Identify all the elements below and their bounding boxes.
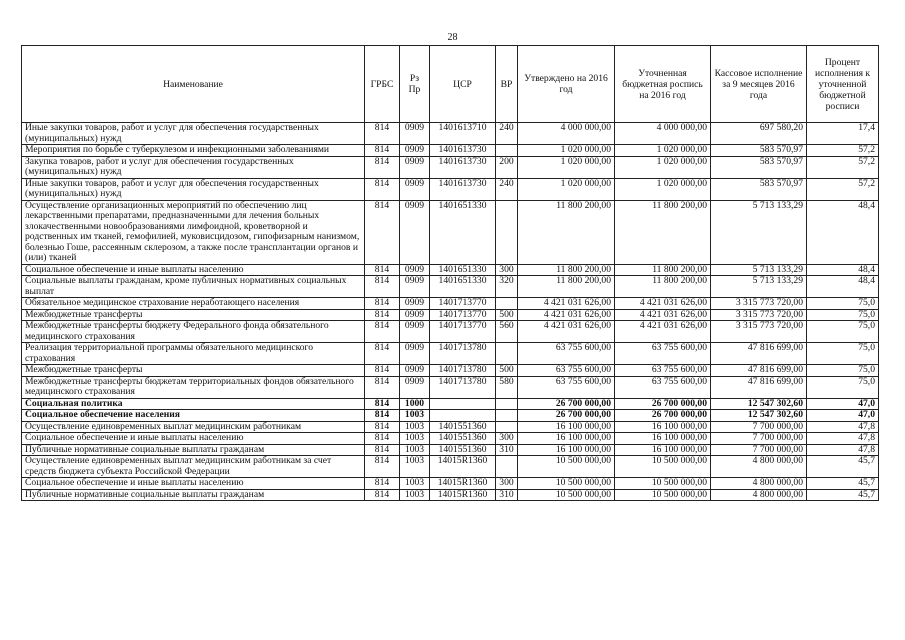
cell-vr: 300: [496, 478, 518, 490]
table-row: [22, 200, 879, 264]
cell-refined: 1 020 000,00: [615, 156, 711, 178]
cell-vr: 300: [496, 433, 518, 445]
cell-refined: 4 000 000,00: [615, 123, 711, 145]
header-percent: Процент исполнения к уточненной бюджетной росписи: [807, 46, 879, 123]
cell-csr: [430, 410, 496, 422]
cell-grbs: 814: [365, 321, 400, 343]
cell-name: Межбюджетные трансферты бюджету Федерального фонда обязательного медицинского страхования: [22, 321, 365, 343]
cell-name: Иные закупки товаров, работ и услуг для обеспечения государственных (муниципальных) нужд: [22, 123, 365, 145]
cell-cash: 47 816 699,00: [711, 343, 807, 365]
table-row: [22, 410, 879, 422]
table-row: [22, 456, 879, 478]
header-vr: ВР: [496, 46, 518, 123]
cell-approved: 16 100 000,00: [518, 444, 615, 456]
cell-percent: 57,2: [807, 178, 879, 200]
table-row: [22, 321, 879, 343]
cell-percent: 47,8: [807, 444, 879, 456]
cell-approved: 1 020 000,00: [518, 178, 615, 200]
cell-approved: 4 000 000,00: [518, 123, 615, 145]
cell-grbs: 814: [365, 376, 400, 398]
cell-name: Межбюджетные трансферты: [22, 365, 365, 377]
cell-name: Мероприятия по борьбе с туберкулезом и инфекционными заболеваниями: [22, 145, 365, 157]
cell-percent: 48,4: [807, 200, 879, 264]
cell-refined: 26 700 000,00: [615, 398, 711, 410]
cell-cash: 5 713 133,29: [711, 276, 807, 298]
cell-grbs: 814: [365, 276, 400, 298]
cell-rzpr: 1003: [400, 433, 430, 445]
cell-name: Закупка товаров, работ и услуг для обеспечения государственных (муниципальных) нужд: [22, 156, 365, 178]
cell-refined: 11 800 200,00: [615, 200, 711, 264]
cell-percent: 57,2: [807, 145, 879, 157]
cell-rzpr: 0909: [400, 145, 430, 157]
cell-percent: 45,7: [807, 489, 879, 501]
cell-vr: 300: [496, 264, 518, 276]
cell-rzpr: 0909: [400, 298, 430, 310]
cell-cash: 4 800 000,00: [711, 489, 807, 501]
table-row: [22, 178, 879, 200]
cell-cash: 7 700 000,00: [711, 421, 807, 433]
cell-csr: 1401713780: [430, 343, 496, 365]
cell-refined: 63 755 600,00: [615, 343, 711, 365]
cell-csr: 1401651330: [430, 276, 496, 298]
cell-percent: 17,4: [807, 123, 879, 145]
cell-rzpr: 1003: [400, 421, 430, 433]
header-approved: Утверждено на 2016 год: [518, 46, 615, 123]
cell-percent: 45,7: [807, 456, 879, 478]
cell-rzpr: 0909: [400, 178, 430, 200]
cell-grbs: 814: [365, 123, 400, 145]
cell-refined: 63 755 600,00: [615, 376, 711, 398]
cell-refined: 1 020 000,00: [615, 145, 711, 157]
cell-csr: 1401613710: [430, 123, 496, 145]
cell-name: Социальные выплаты гражданам, кроме публичных нормативных социальных выплат: [22, 276, 365, 298]
cell-rzpr: 1003: [400, 456, 430, 478]
cell-refined: 10 500 000,00: [615, 489, 711, 501]
cell-approved: 63 755 600,00: [518, 376, 615, 398]
table-row: [22, 156, 879, 178]
cell-rzpr: 0909: [400, 123, 430, 145]
cell-csr: 1401651330: [430, 200, 496, 264]
table-row: [22, 398, 879, 410]
cell-approved: 1 020 000,00: [518, 156, 615, 178]
cell-refined: 11 800 200,00: [615, 264, 711, 276]
cell-cash: 3 315 773 720,00: [711, 298, 807, 310]
cell-grbs: 814: [365, 156, 400, 178]
cell-approved: 63 755 600,00: [518, 343, 615, 365]
cell-cash: 5 713 133,29: [711, 264, 807, 276]
cell-rzpr: 1000: [400, 398, 430, 410]
cell-vr: 500: [496, 365, 518, 377]
table-row: [22, 309, 879, 321]
cell-vr: [496, 456, 518, 478]
cell-rzpr: 0909: [400, 376, 430, 398]
cell-name: Социальное обеспечение и иные выплаты населению: [22, 478, 365, 490]
cell-cash: 4 800 000,00: [711, 456, 807, 478]
cell-csr: 1401713770: [430, 298, 496, 310]
cell-vr: [496, 145, 518, 157]
cell-refined: 63 755 600,00: [615, 365, 711, 377]
cell-cash: 7 700 000,00: [711, 444, 807, 456]
cell-csr: 1401613730: [430, 145, 496, 157]
cell-grbs: 814: [365, 200, 400, 264]
cell-grbs: 814: [365, 343, 400, 365]
table-row: [22, 276, 879, 298]
cell-refined: 11 800 200,00: [615, 276, 711, 298]
cell-name: Иные закупки товаров, работ и услуг для обеспечения государственных (муниципальных) нужд: [22, 178, 365, 200]
cell-percent: 48,4: [807, 276, 879, 298]
cell-rzpr: 1003: [400, 489, 430, 501]
cell-grbs: 814: [365, 365, 400, 377]
cell-approved: 11 800 200,00: [518, 276, 615, 298]
table-row: [22, 444, 879, 456]
cell-approved: 26 700 000,00: [518, 410, 615, 422]
table-row: [22, 433, 879, 445]
cell-percent: 47,0: [807, 410, 879, 422]
table-row: [22, 264, 879, 276]
cell-name: Публичные нормативные социальные выплаты гражданам: [22, 489, 365, 501]
cell-csr: 1401551360: [430, 433, 496, 445]
header-csr: ЦСР: [430, 46, 496, 123]
cell-cash: 3 315 773 720,00: [711, 309, 807, 321]
cell-refined: 4 421 031 626,00: [615, 298, 711, 310]
cell-name: Публичные нормативные социальные выплаты гражданам: [22, 444, 365, 456]
cell-vr: [496, 343, 518, 365]
cell-approved: 16 100 000,00: [518, 421, 615, 433]
cell-refined: 26 700 000,00: [615, 410, 711, 422]
cell-csr: 1401551360: [430, 444, 496, 456]
cell-rzpr: 0909: [400, 276, 430, 298]
cell-cash: 583 570,97: [711, 156, 807, 178]
cell-percent: 47,8: [807, 433, 879, 445]
cell-approved: 4 421 031 626,00: [518, 298, 615, 310]
table-row: [22, 421, 879, 433]
table-row: [22, 343, 879, 365]
page-number: 28: [447, 32, 458, 43]
cell-csr: 1401713770: [430, 309, 496, 321]
cell-percent: 75,0: [807, 298, 879, 310]
cell-percent: 75,0: [807, 365, 879, 377]
table-row: [22, 123, 879, 145]
cell-rzpr: 1003: [400, 444, 430, 456]
cell-percent: 45,7: [807, 478, 879, 490]
cell-csr: 1401713780: [430, 376, 496, 398]
cell-rzpr: 0909: [400, 309, 430, 321]
cell-csr: 1401713780: [430, 365, 496, 377]
cell-grbs: 814: [365, 433, 400, 445]
cell-vr: [496, 398, 518, 410]
cell-grbs: 814: [365, 410, 400, 422]
header-grbs: ГРБС: [365, 46, 400, 123]
cell-rzpr: 0909: [400, 365, 430, 377]
table-row: [22, 365, 879, 377]
cell-csr: [430, 398, 496, 410]
cell-csr: 1401551360: [430, 421, 496, 433]
cell-rzpr: 1003: [400, 410, 430, 422]
cell-rzpr: 1003: [400, 478, 430, 490]
cell-cash: 697 580,20: [711, 123, 807, 145]
cell-percent: 75,0: [807, 343, 879, 365]
cell-vr: 310: [496, 444, 518, 456]
cell-approved: 4 421 031 626,00: [518, 309, 615, 321]
cell-vr: 580: [496, 376, 518, 398]
header-cash: Кассовое исполнение за 9 месяцев 2016 года: [711, 46, 807, 123]
cell-cash: 583 570,97: [711, 178, 807, 200]
cell-grbs: 814: [365, 444, 400, 456]
table-row: [22, 376, 879, 398]
cell-csr: 14015R1360: [430, 456, 496, 478]
cell-cash: 12 547 302,60: [711, 398, 807, 410]
table-row: [22, 298, 879, 310]
cell-cash: 4 800 000,00: [711, 478, 807, 490]
header-rzpr: Рз Пр: [400, 46, 430, 123]
cell-refined: 1 020 000,00: [615, 178, 711, 200]
cell-name: Социальное обеспечение и иные выплаты населению: [22, 433, 365, 445]
cell-rzpr: 0909: [400, 200, 430, 264]
cell-name: Осуществление единовременных выплат медицинским работникам: [22, 421, 365, 433]
cell-name: Социальная политика: [22, 398, 365, 410]
cell-vr: 560: [496, 321, 518, 343]
cell-csr: 1401651330: [430, 264, 496, 276]
cell-rzpr: 0909: [400, 264, 430, 276]
cell-approved: 1 020 000,00: [518, 145, 615, 157]
cell-name: Социальное обеспечение населения: [22, 410, 365, 422]
cell-vr: 310: [496, 489, 518, 501]
cell-cash: 7 700 000,00: [711, 433, 807, 445]
cell-percent: 75,0: [807, 376, 879, 398]
cell-vr: [496, 421, 518, 433]
cell-grbs: 814: [365, 489, 400, 501]
cell-grbs: 814: [365, 298, 400, 310]
cell-refined: 4 421 031 626,00: [615, 309, 711, 321]
cell-approved: 11 800 200,00: [518, 200, 615, 264]
cell-refined: 16 100 000,00: [615, 433, 711, 445]
cell-vr: [496, 200, 518, 264]
cell-csr: 14015R1360: [430, 489, 496, 501]
cell-cash: 3 315 773 720,00: [711, 321, 807, 343]
cell-approved: 26 700 000,00: [518, 398, 615, 410]
table-header-row: [22, 46, 879, 123]
cell-grbs: 814: [365, 421, 400, 433]
cell-csr: 1401713770: [430, 321, 496, 343]
cell-grbs: 814: [365, 178, 400, 200]
cell-csr: 1401613730: [430, 156, 496, 178]
cell-approved: 10 500 000,00: [518, 478, 615, 490]
table-body: [22, 123, 879, 501]
cell-rzpr: 0909: [400, 321, 430, 343]
cell-approved: 11 800 200,00: [518, 264, 615, 276]
cell-approved: 10 500 000,00: [518, 456, 615, 478]
cell-cash: 583 570,97: [711, 145, 807, 157]
cell-name: Межбюджетные трансферты бюджетам территориальных фондов обязательного медицинского страхования: [22, 376, 365, 398]
cell-cash: 5 713 133,29: [711, 200, 807, 264]
header-name: Наименование: [22, 46, 365, 123]
budget-table: [21, 45, 879, 501]
cell-name: Социальное обеспечение и иные выплаты населению: [22, 264, 365, 276]
cell-vr: 240: [496, 178, 518, 200]
cell-grbs: 814: [365, 264, 400, 276]
cell-name: Осуществление организационных мероприятий по обеспечению лиц лекарственными препаратами, предназначенными для лечения больных злокачественными новообразованиями лимфоидной, кроветворной и родственных им тканей, гемофилией, муковисцидозом, гипофизарным нанизмом, болезнью Гоше, рассеянным склерозом, а также после трансплантации органов и (или) тканей: [22, 200, 365, 264]
table-row: [22, 489, 879, 501]
cell-approved: 4 421 031 626,00: [518, 321, 615, 343]
cell-name: Осуществление единовременных выплат медицинским работникам за счет средств бюджета субъекта Российской Федерации: [22, 456, 365, 478]
cell-percent: 47,8: [807, 421, 879, 433]
table-row: [22, 145, 879, 157]
cell-grbs: 814: [365, 456, 400, 478]
cell-name: Реализация территориальной программы обязательного медицинского страхования: [22, 343, 365, 365]
cell-percent: 75,0: [807, 309, 879, 321]
cell-refined: 10 500 000,00: [615, 478, 711, 490]
cell-refined: 16 100 000,00: [615, 444, 711, 456]
cell-name: Обязательное медицинское страхование неработающего населения: [22, 298, 365, 310]
table-row: [22, 478, 879, 490]
cell-approved: 16 100 000,00: [518, 433, 615, 445]
cell-vr: 320: [496, 276, 518, 298]
cell-percent: 47,0: [807, 398, 879, 410]
cell-refined: 4 421 031 626,00: [615, 321, 711, 343]
cell-grbs: 814: [365, 309, 400, 321]
cell-rzpr: 0909: [400, 343, 430, 365]
cell-vr: 500: [496, 309, 518, 321]
cell-percent: 48,4: [807, 264, 879, 276]
cell-vr: 240: [496, 123, 518, 145]
cell-cash: 12 547 302,60: [711, 410, 807, 422]
cell-rzpr: 0909: [400, 156, 430, 178]
cell-percent: 57,2: [807, 156, 879, 178]
cell-refined: 10 500 000,00: [615, 456, 711, 478]
cell-vr: [496, 298, 518, 310]
cell-grbs: 814: [365, 478, 400, 490]
cell-percent: 75,0: [807, 321, 879, 343]
cell-cash: 47 816 699,00: [711, 376, 807, 398]
cell-csr: 14015R1360: [430, 478, 496, 490]
cell-csr: 1401613730: [430, 178, 496, 200]
cell-cash: 47 816 699,00: [711, 365, 807, 377]
cell-vr: [496, 410, 518, 422]
cell-approved: 63 755 600,00: [518, 365, 615, 377]
cell-approved: 10 500 000,00: [518, 489, 615, 501]
cell-grbs: 814: [365, 398, 400, 410]
cell-grbs: 814: [365, 145, 400, 157]
cell-name: Межбюджетные трансферты: [22, 309, 365, 321]
cell-refined: 16 100 000,00: [615, 421, 711, 433]
header-refined: Уточненная бюджетная роспись на 2016 год: [615, 46, 711, 123]
cell-vr: 200: [496, 156, 518, 178]
